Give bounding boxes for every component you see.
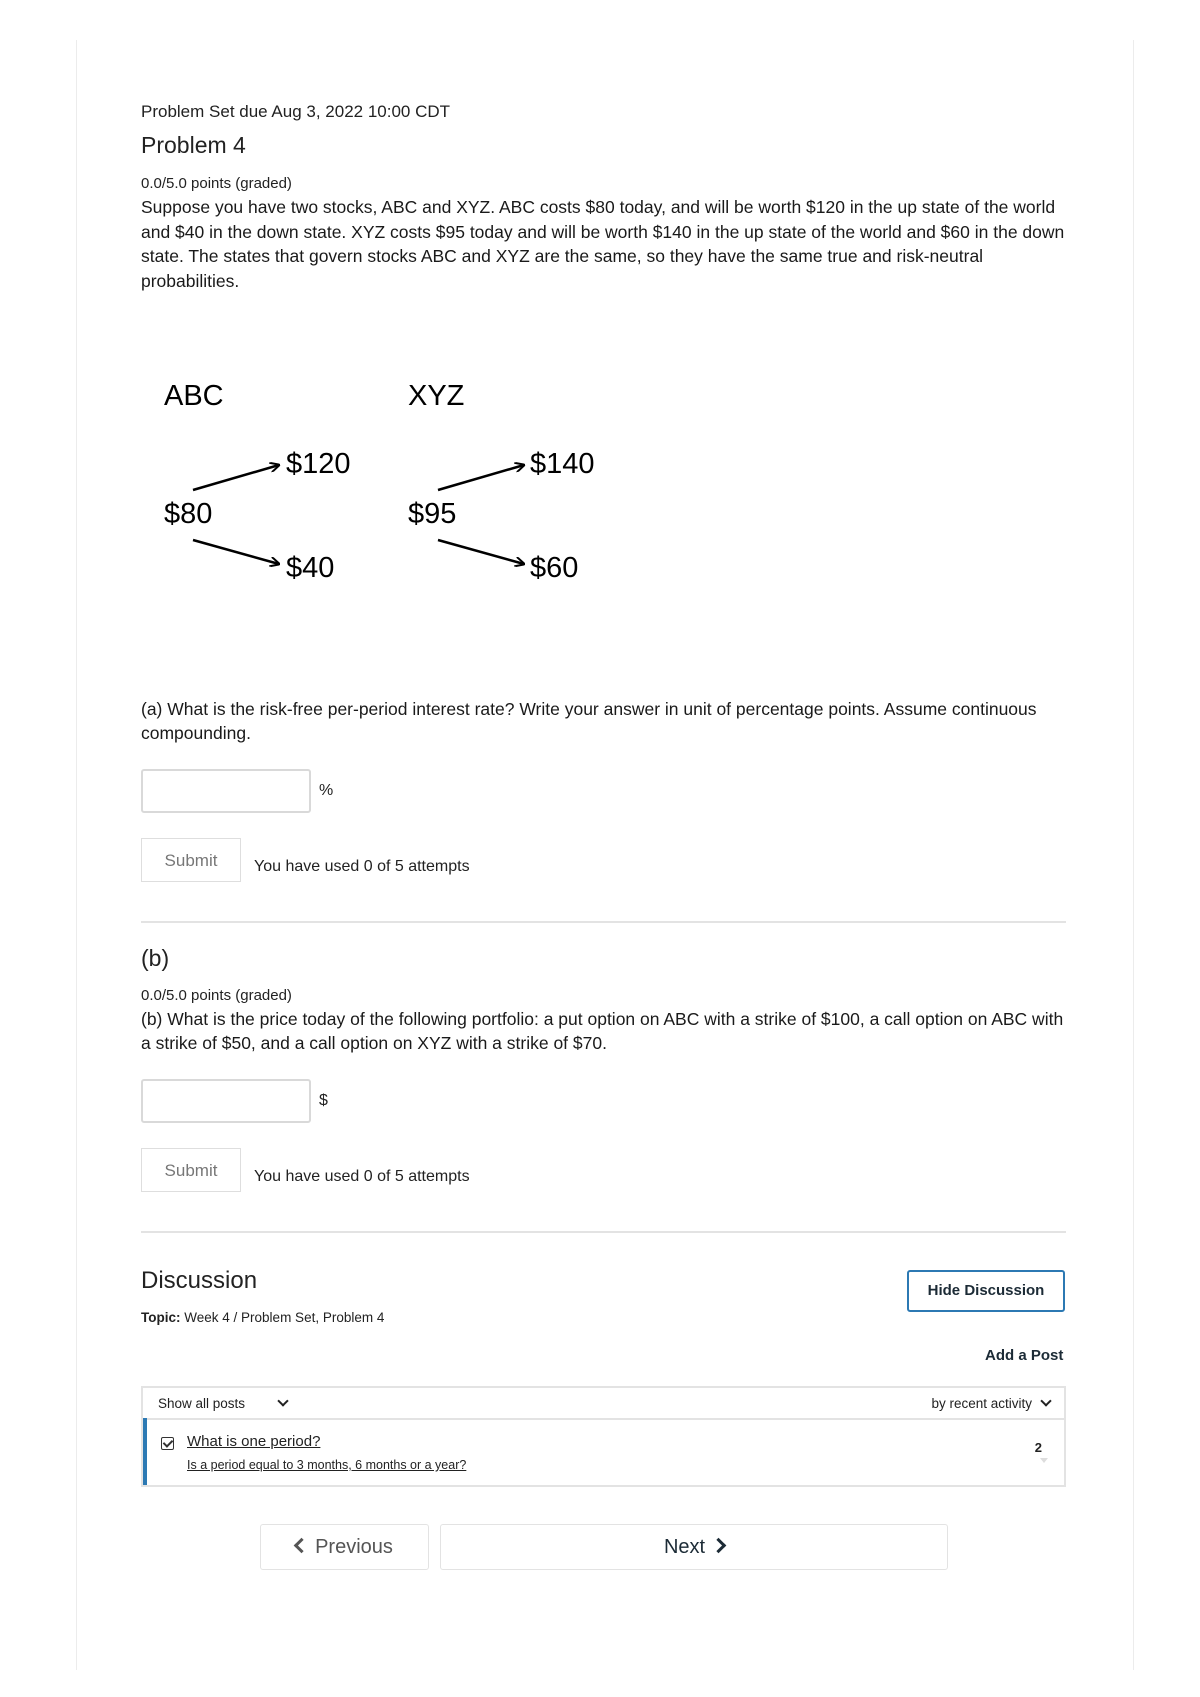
next-label: Next xyxy=(663,1536,706,1558)
post-filter-label: Show all posts xyxy=(158,1396,246,1411)
attempts-b: You have used 0 of 5 attempts xyxy=(254,1168,470,1185)
xyz-down-value: $60 xyxy=(530,552,579,584)
previous-label: Previous xyxy=(315,1536,393,1558)
submit-a-button[interactable]: Submit xyxy=(141,838,241,882)
part-b-heading: (b) xyxy=(141,945,170,971)
chevron-left-icon xyxy=(294,1538,310,1554)
answer-b-unit: $ xyxy=(319,1092,328,1109)
due-date: Problem Set due Aug 3, 2022 10:00 CDT xyxy=(141,102,451,121)
add-post-button[interactable]: Add a Post xyxy=(985,1347,1064,1364)
discussion-topic xyxy=(141,1310,384,1325)
xyz-down-arrow xyxy=(438,540,524,564)
previous-button[interactable] xyxy=(260,1524,429,1570)
post-title[interactable]: What is one period? xyxy=(187,1433,321,1450)
points-b: 0.0/5.0 points (graded) xyxy=(141,987,292,1004)
binomial-tree-diagram xyxy=(150,370,620,620)
problem-intro: Suppose you have two stocks, ABC and XYZ. ABC costs $80 today, and will be worth $120 in the up state of the world and $40 in the down state. XYZ costs $95 today and will be worth $140 in the up state of the world and $60 in the down state. The states that govern stocks ABC and XYZ are the same, so they have the same true and risk-neutral probabilities. xyxy=(141,197,1065,291)
problem-title: Problem 4 xyxy=(141,132,246,158)
xyz-label: XYZ xyxy=(408,380,465,412)
submit-b-button[interactable]: Submit xyxy=(141,1148,241,1192)
xyz-today-value: $95 xyxy=(408,498,457,530)
attempts-a: You have used 0 of 5 attempts xyxy=(254,858,470,875)
divider xyxy=(141,921,1066,923)
abc-label: ABC xyxy=(164,380,224,412)
discussion-post-list xyxy=(141,1386,1066,1487)
abc-up-arrow xyxy=(193,465,279,490)
post-sort-select[interactable] xyxy=(931,1396,1050,1411)
post-filter-bar xyxy=(143,1388,1064,1420)
post-filter-select[interactable] xyxy=(158,1396,287,1411)
abc-down-arrow xyxy=(193,540,279,564)
topic-label: Topic: xyxy=(141,1310,181,1325)
chevron-right-icon xyxy=(711,1538,727,1554)
next-button[interactable] xyxy=(440,1524,948,1570)
discussion-title: Discussion xyxy=(141,1267,258,1294)
xyz-up-arrow xyxy=(438,465,524,490)
answer-b-input[interactable] xyxy=(141,1079,311,1123)
post-comment-count: 2 xyxy=(1034,1440,1042,1455)
chevron-down-icon xyxy=(1040,1395,1051,1406)
comment-icon xyxy=(1040,1458,1048,1463)
question-b: (b) What is the price today of the following portfolio: a put option on ABC with a strike of $100, a call option on ABC with a strike of $50, and a call option on XYZ with a strike of $70. xyxy=(141,1009,1064,1053)
hide-discussion-button[interactable]: Hide Discussion xyxy=(907,1270,1065,1312)
topic-value: Week 4 / Problem Set, Problem 4 xyxy=(184,1310,385,1325)
checkbox-icon xyxy=(161,1437,174,1450)
divider xyxy=(141,1231,1066,1233)
points-a: 0.0/5.0 points (graded) xyxy=(141,175,292,192)
list-item[interactable] xyxy=(143,1418,1064,1485)
xyz-up-value: $140 xyxy=(530,448,595,480)
abc-down-value: $40 xyxy=(286,552,335,584)
answer-a-input[interactable] xyxy=(141,769,311,813)
post-preview: Is a period equal to 3 months, 6 months or a year? xyxy=(187,1458,467,1472)
chevron-down-icon xyxy=(277,1395,288,1406)
abc-up-value: $120 xyxy=(286,448,351,480)
post-sort-label: by recent activity xyxy=(931,1396,1032,1411)
answer-a-unit: % xyxy=(319,782,334,799)
question-a: (a) What is the risk-free per-period interest rate? Write your answer in unit of percentage points. Assume continuous compounding. xyxy=(141,699,1037,743)
abc-today-value: $80 xyxy=(164,498,213,530)
